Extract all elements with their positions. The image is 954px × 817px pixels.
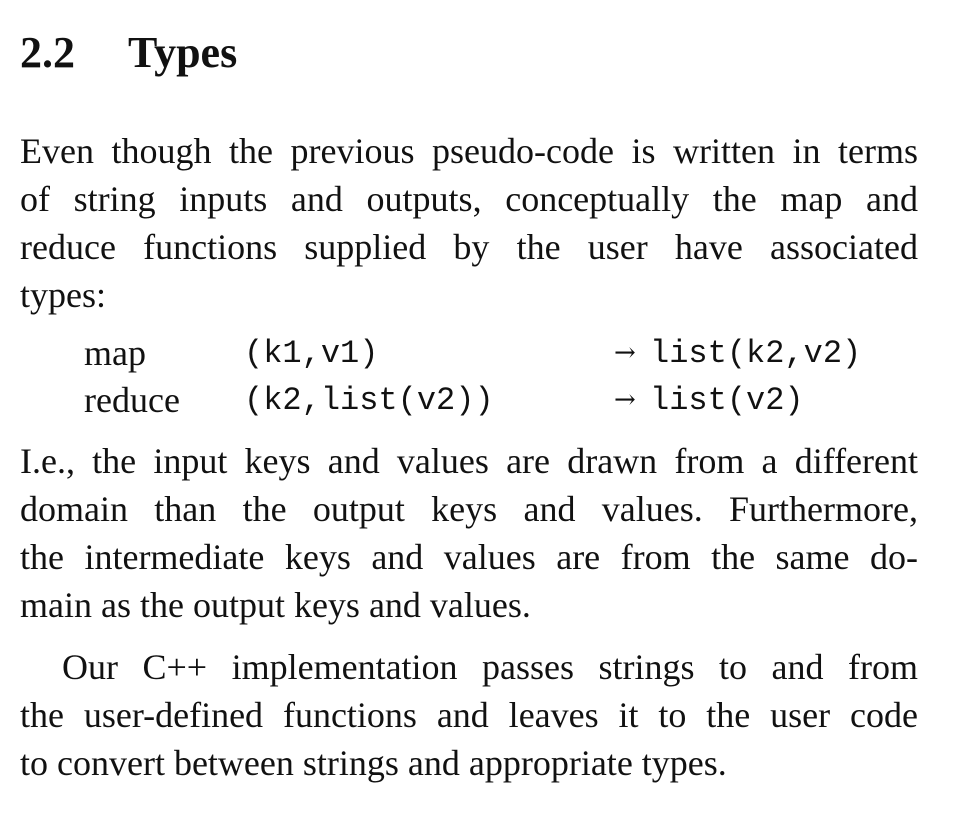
paragraph-line: domain than the output keys and values. Furthermore,	[20, 489, 918, 529]
paragraph-domains	[20, 437, 918, 629]
paragraph-line: types:	[20, 275, 106, 315]
section-title: Types	[128, 28, 238, 77]
paragraph-line: the user-defined functions and leaves it to the user code	[20, 695, 918, 735]
function-name: reduce	[84, 380, 180, 420]
output-type: list(k2,v2)	[650, 335, 862, 372]
right-arrow-icon: →	[614, 338, 636, 368]
paragraph-line: Even though the previous pseudo-code is written in terms	[20, 131, 918, 171]
input-type: (k2,list(v2))	[244, 382, 494, 419]
paragraph-line: of string inputs and outputs, conceptually the map and	[20, 179, 918, 219]
paragraph-line: the intermediate keys and values are from the same do-	[20, 537, 918, 577]
paragraph-intro	[20, 127, 918, 319]
paragraph-line: reduce functions supplied by the user have associated	[20, 227, 918, 267]
section-number: 2.2	[20, 28, 75, 77]
section-heading	[20, 25, 237, 81]
input-type: (k1,v1)	[244, 335, 379, 372]
paragraph-line: to convert between strings and appropriate types.	[20, 743, 727, 783]
paragraph-line: Our C++ implementation passes strings to and from	[62, 647, 918, 687]
paragraph-line: I.e., the input keys and values are drawn from a different	[20, 441, 918, 481]
paragraph-line: main as the output keys and values.	[20, 585, 531, 625]
right-arrow-icon: →	[614, 385, 636, 415]
output-type: list(v2)	[650, 382, 804, 419]
function-name: map	[84, 333, 146, 373]
paragraph-implementation	[20, 643, 918, 787]
